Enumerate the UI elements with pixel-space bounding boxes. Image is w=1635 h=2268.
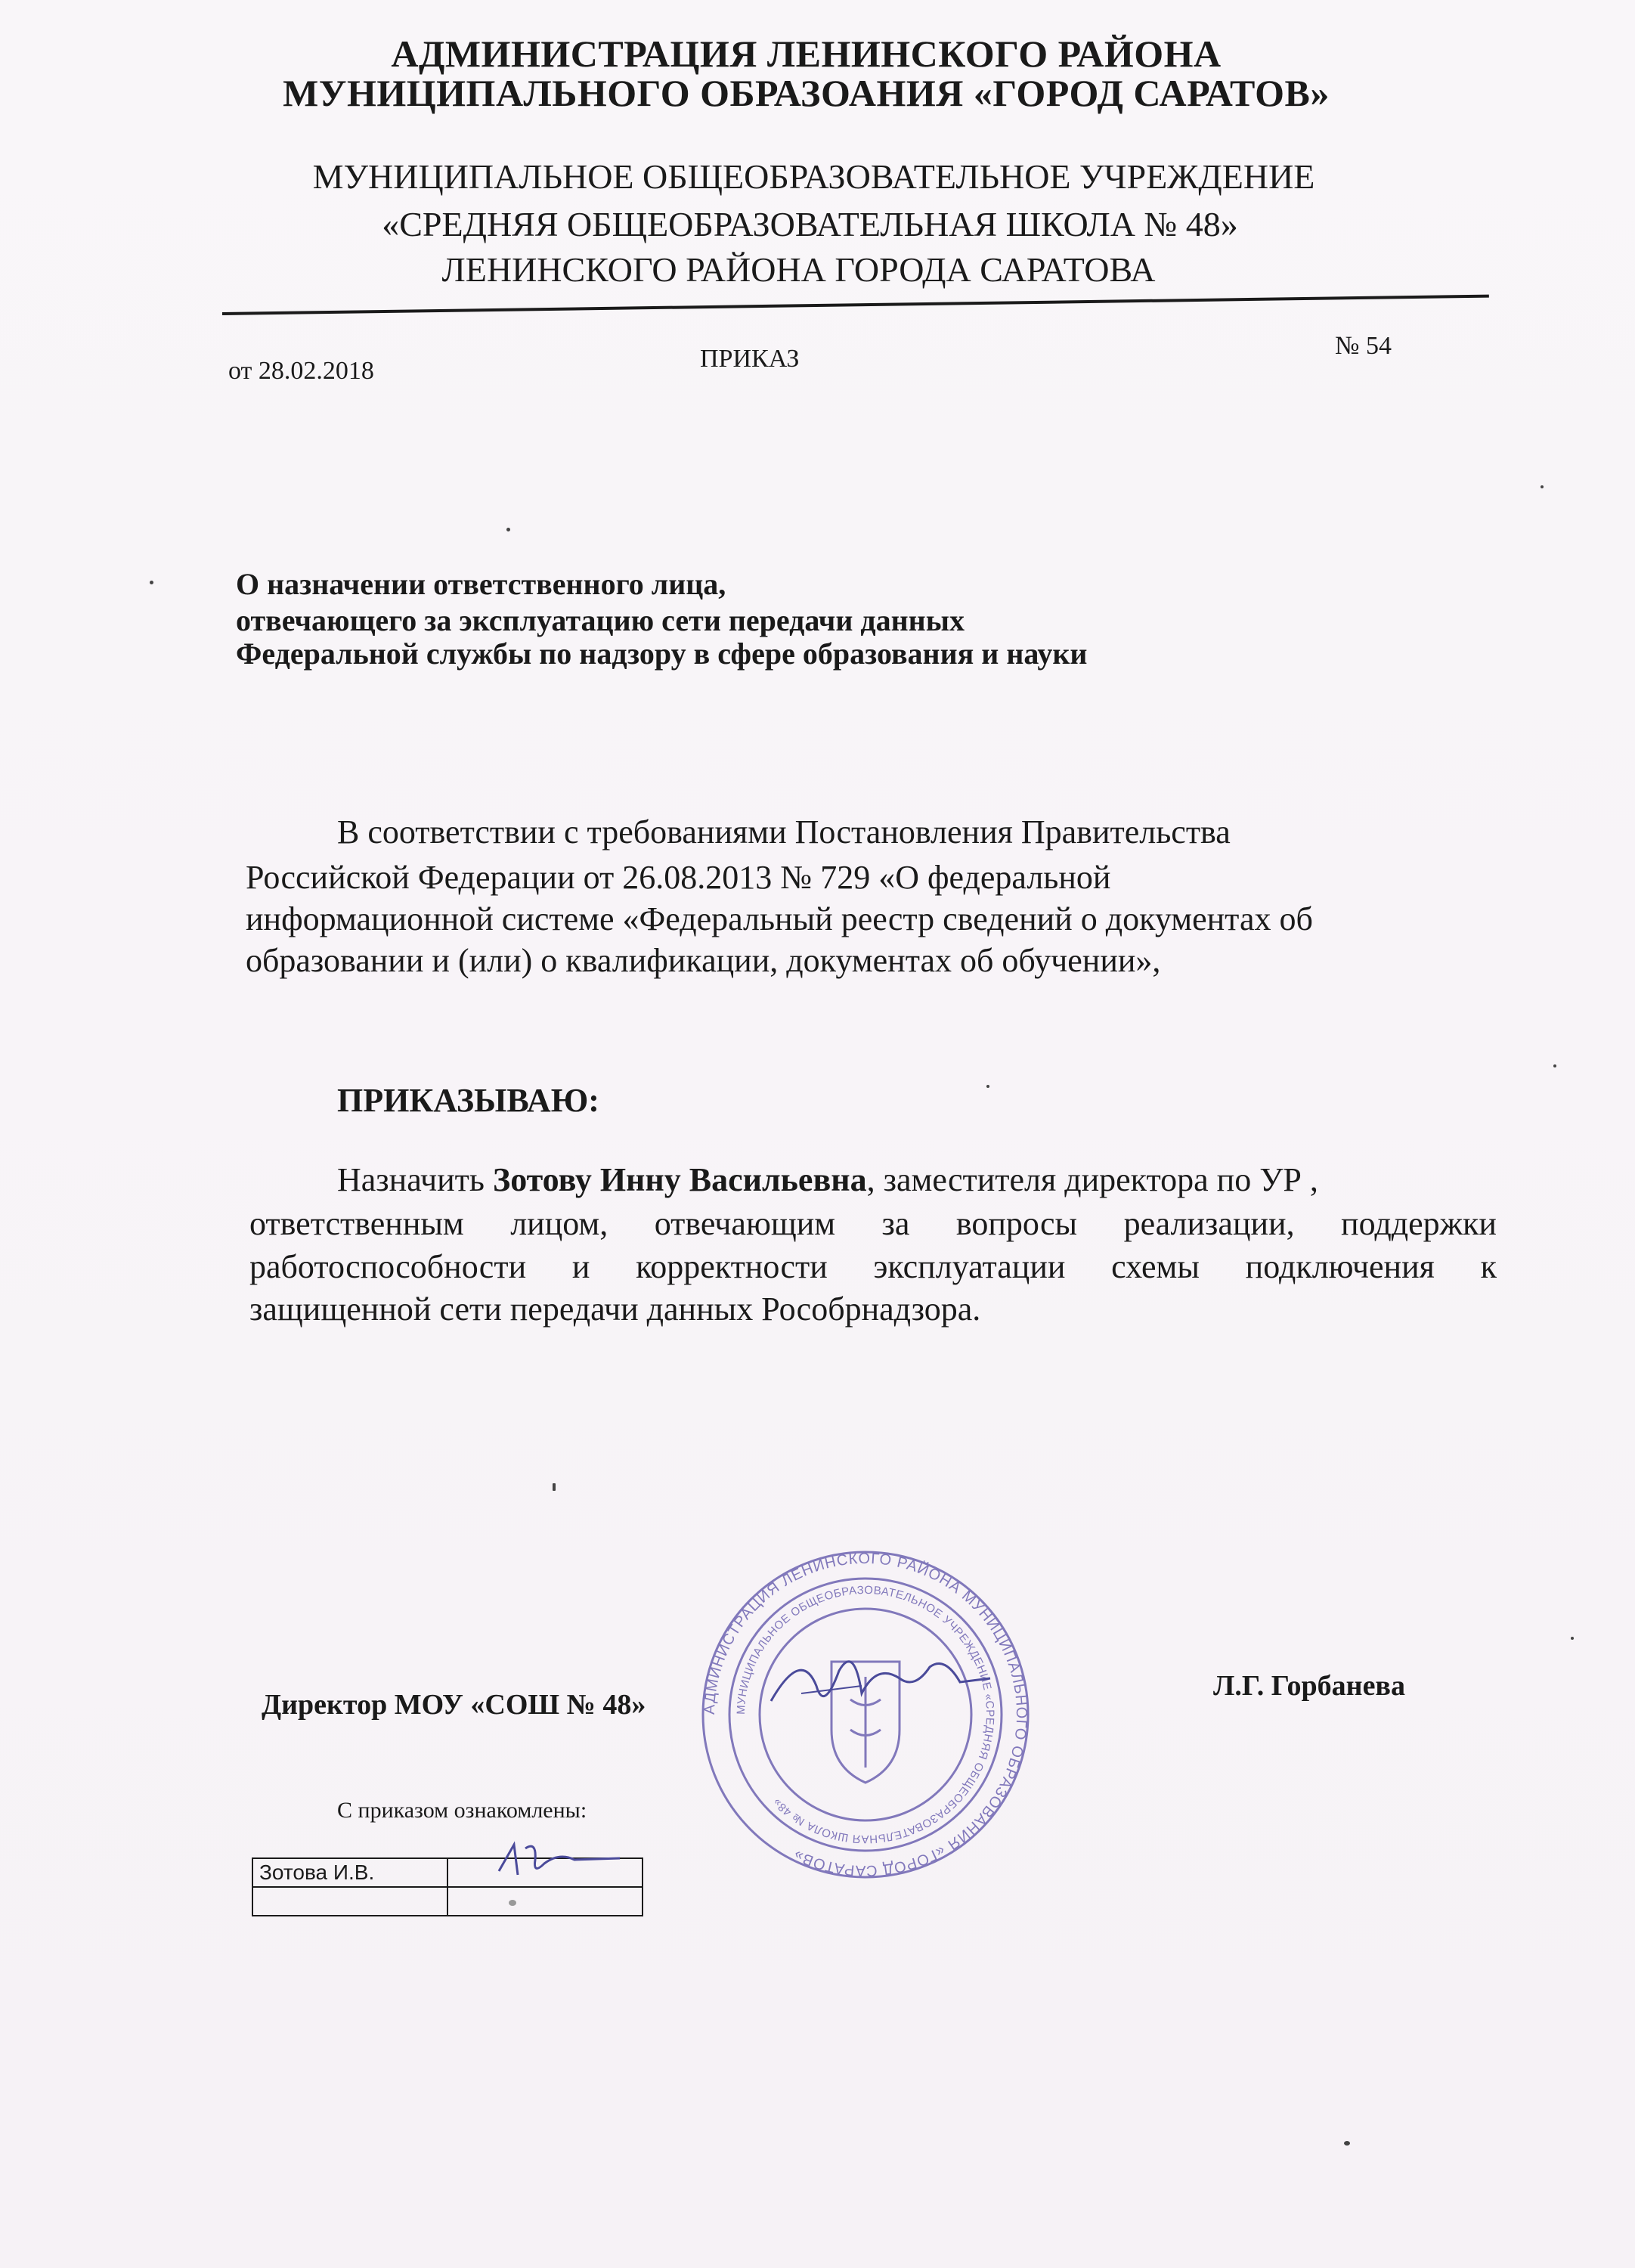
scan-speck — [506, 528, 510, 531]
order-body-line1 — [337, 1160, 1318, 1200]
scan-speck — [1571, 1637, 1574, 1640]
scan-speck — [150, 581, 153, 584]
scan-speck — [986, 1085, 989, 1088]
preamble-line3: информационной системе «Федеральный реестр сведений о документах об — [246, 900, 1313, 937]
order-doc-type: ПРИКАЗ — [700, 345, 800, 373]
order-body-line4: защищенной сети передачи данных Рособрнадзора. — [249, 1290, 981, 1328]
order-body-line3: работоспособности и корректности эксплуатации схемы подключения к — [249, 1248, 1497, 1285]
subject-line2: отвечающего за эксплуатацию сети передачи данных — [236, 603, 965, 637]
preamble-line2: Российской Федерации от 26.08.2013 № 729 «О федеральной — [246, 859, 1111, 896]
orders-heading: ПРИКАЗЫВАЮ: — [337, 1082, 599, 1119]
scan-speck — [1541, 485, 1544, 488]
scan-speck — [509, 1900, 516, 1906]
scan-speck — [553, 1483, 556, 1491]
order-date: от 28.02.2018 — [228, 357, 374, 385]
subject-line1: О назначении ответственного лица, — [236, 567, 726, 601]
ack-name-cell — [252, 1887, 447, 1916]
school-title-line3: ЛЕНИНСКОГО РАЙОНА ГОРОДА САРАТОВА — [441, 250, 1156, 289]
ack-signature-cell — [447, 1887, 643, 1916]
scan-speck — [1553, 1064, 1556, 1067]
subject-line3: Федеральной службы по надзору в сфере образования и науки — [236, 637, 1088, 671]
header-divider — [222, 295, 1489, 315]
ack-name-cell: Зотова И.В. — [252, 1858, 447, 1887]
acknowledgement-label: С приказом ознакомлены: — [337, 1798, 587, 1823]
school-title-line1: МУНИЦИПАЛЬНОЕ ОБЩЕОБРАЗОВАТЕЛЬНОЕ УЧРЕЖДЕНИЕ — [312, 157, 1315, 196]
order-body-line2: ответственным лицом, отвечающим за вопросы реализации, поддержки — [249, 1205, 1497, 1242]
director-name: Л.Г. Горбанева — [1213, 1670, 1405, 1702]
preamble-line4: образовании и (или) о квалификации, документах об обучении», — [246, 942, 1161, 979]
appointee-name: Зотову Инну Васильевна — [492, 1161, 867, 1198]
director-position: Директор МОУ «СОШ № 48» — [262, 1689, 646, 1721]
scan-speck — [1344, 2141, 1350, 2146]
order-body-role: , заместителя директора по УР , — [866, 1161, 1318, 1198]
acknowledgement-signature — [491, 1837, 627, 1882]
svg-text:МУНИЦИПАЛЬНОЕ ОБЩЕОБРАЗОВАТЕЛЬ: МУНИЦИПАЛЬНОЕ ОБЩЕОБРАЗОВАТЕЛЬНОЕ УЧРЕЖДЕНИЕ «СРЕДНЯЯ ОБЩЕОБРАЗОВАТЕЛЬНАЯ ШКОЛА № 48» — [734, 1583, 997, 1846]
school-title-line2: «СРЕДНЯЯ ОБЩЕОБРАЗОВАТЕЛЬНАЯ ШКОЛА № 48» — [382, 205, 1238, 243]
order-body-intro: Назначить — [337, 1161, 485, 1198]
table-row — [252, 1887, 643, 1916]
svg-text:АДМИНИСТРАЦИЯ ЛЕНИНСКОГО РАЙОН: АДМИНИСТРАЦИЯ ЛЕНИНСКОГО РАЙОНА МУНИЦИПАЛЬНОГО ОБРАЗОВАНИЯ «ГОРОД САРАТОВ» — [701, 1550, 1030, 1879]
preamble-line1: В соответствии с требованиями Постановления Правительства — [337, 813, 1231, 850]
order-number: № 54 — [1335, 332, 1392, 360]
admin-title-line2: МУНИЦИПАЛЬНОГО ОБРАЗОАНИЯ «ГОРОД САРАТОВ» — [283, 72, 1330, 114]
admin-title-line1: АДМИНИСТРАЦИЯ ЛЕНИНСКОГО РАЙОНА — [391, 33, 1222, 75]
director-signature — [756, 1641, 1005, 1724]
